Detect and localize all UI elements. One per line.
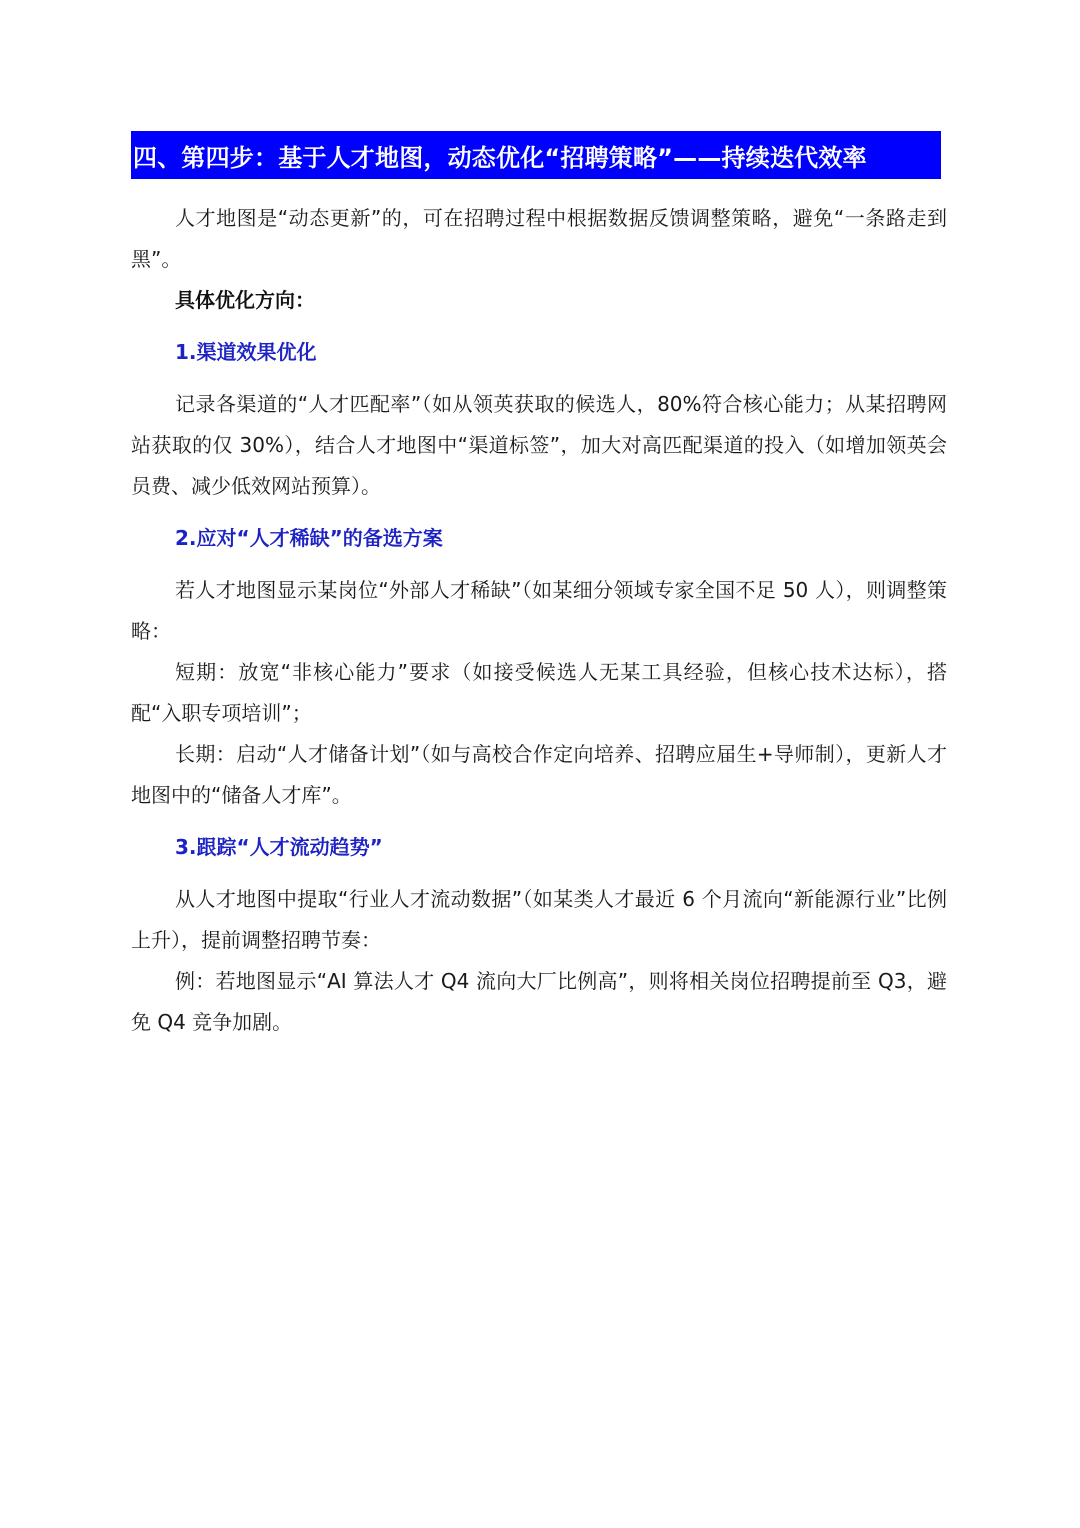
intro-paragraph: 人才地图是“动态更新”的，可在招聘过程中根据数据反馈调整策略，避免“一条路走到黑”。 bbox=[131, 206, 947, 271]
item-paragraph: 若人才地图显示某岗位“外部人才稀缺”（如某细分领域专家全国不足 50 人），则调整策略： bbox=[131, 578, 947, 643]
section-title-banner bbox=[131, 131, 941, 179]
item-heading-channel: 1.渠道效果优化 bbox=[175, 340, 317, 364]
item-paragraph: 从人才地图中提取“行业人才流动数据”（如某类人才最近 6 个月流向“新能源行业”比例上升），提前调整招聘节奏： bbox=[131, 887, 947, 952]
item-paragraph: 记录各渠道的“人才匹配率”（如从领英获取的候选人，80%符合核心能力；从某招聘网站获取的仅 30%），结合人才地图中“渠道标签”，加大对高匹配渠道的投入（如增加领英会员费、减少低效网站预算）。 bbox=[131, 392, 947, 498]
directions-label: 具体优化方向： bbox=[175, 288, 315, 312]
item-paragraph: 短期：放宽“非核心能力”要求（如接受候选人无某工具经验，但核心技术达标），搭配“入职专项培训”； bbox=[131, 660, 947, 725]
item-paragraph: 长期：启动“人才储备计划”（如与高校合作定向培养、招聘应届生+导师制），更新人才地图中的“储备人才库”。 bbox=[131, 742, 947, 807]
item-heading-trend: 3.跟踪“人才流动趋势” bbox=[175, 835, 383, 859]
item-paragraph: 例：若地图显示“AI 算法人才 Q4 流向大厂比例高”，则将相关岗位招聘提前至 Q3，避免 Q4 竞争加剧。 bbox=[131, 969, 947, 1034]
section-title: 四、第四步：基于人才地图，动态优化“招聘策略”——持续迭代效率 bbox=[133, 143, 867, 172]
document-body bbox=[131, 198, 947, 1043]
item-heading-scarcity: 2.应对“人才稀缺”的备选方案 bbox=[175, 526, 443, 550]
